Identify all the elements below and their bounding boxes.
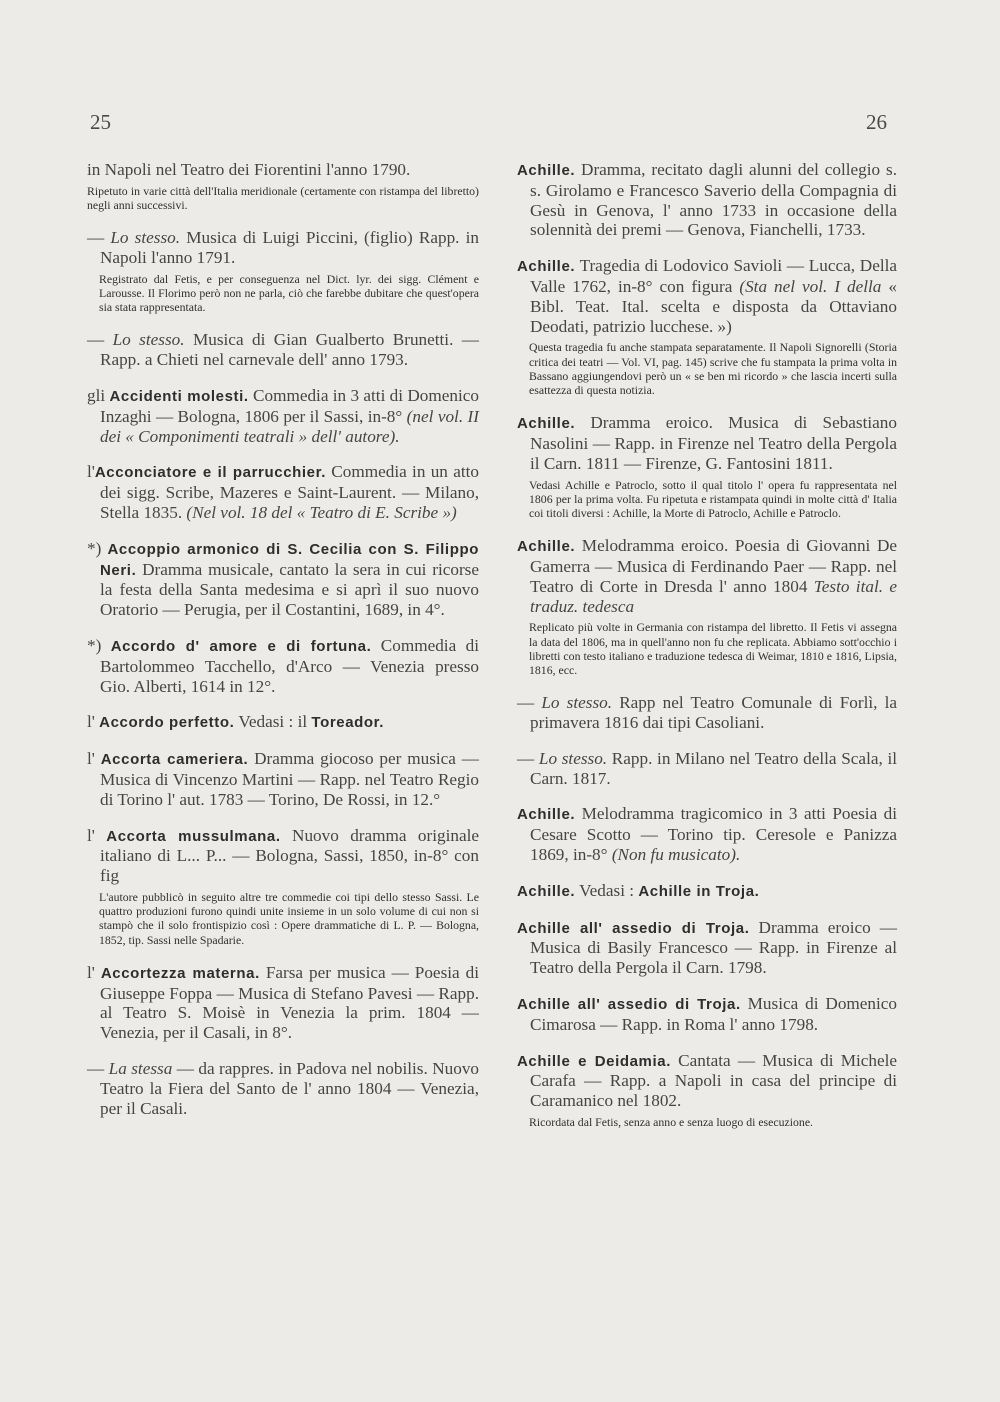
catalog-entry bbox=[87, 1059, 479, 1118]
entry-article: *) bbox=[87, 635, 111, 655]
entry-body: Tragedia di Lodovico Savioli — Lucca, Della Valle 1762, in-8° con figura bbox=[530, 256, 897, 296]
entry-heading: Accordo d' amore e di fortuna. bbox=[110, 637, 372, 655]
entry-text bbox=[87, 228, 479, 268]
entry-text bbox=[87, 749, 479, 809]
entry-note: Ripetuto in varie città dell'Italia meridionale (certamente con ristampa del libretto) negli anni successivi. bbox=[87, 183, 479, 212]
entry-text bbox=[87, 712, 479, 733]
entry-note: Registrato dal Fetis, e per conseguenza nel Dict. lyr. dei sigg. Clément e Larousse. Il Florimo però non ne parla, ciò che farebbe dubitare che quest'opera sia stata rappresentata. bbox=[99, 271, 479, 315]
entry-heading: Achille. bbox=[517, 162, 576, 179]
catalog-entry bbox=[87, 963, 479, 1043]
entry-title: Lo stesso. bbox=[112, 330, 185, 350]
catalog-entry bbox=[87, 826, 479, 947]
entry-heading: Accoppio armonico di S. Cecilia con S. Filippo Neri. bbox=[100, 540, 479, 579]
entry-body: Vedasi : il bbox=[234, 712, 312, 732]
entry-body: Dramma, recitato dagli alunni del collegio s. s. Girolamo e Francesco Saverio della Compagnia di Gesù in Genova, l' anno 1733 in occasione della solennità dei premi — Genova, Fianchelli, 1733. bbox=[530, 160, 897, 240]
entry-text bbox=[87, 330, 479, 370]
entry-body-italic: (Non fu musicato). bbox=[607, 844, 741, 864]
entry-text bbox=[87, 386, 479, 446]
catalog-entry bbox=[517, 413, 897, 520]
entry-heading: Achille. bbox=[517, 806, 576, 824]
entry-text bbox=[87, 1059, 479, 1118]
dash-prefix: — bbox=[87, 330, 113, 350]
entry-body: Commedia in 3 atti di Domenico Inzaghi — Bologna, 1806 per il Sassi, in-8° bbox=[100, 386, 479, 426]
catalog-entry bbox=[517, 256, 897, 397]
catalog-entry bbox=[87, 462, 479, 522]
catalog-entry bbox=[517, 918, 897, 978]
entry-body: Musica di Gian Gualberto Brunetti. — Rapp. a Chieti nel carnevale dell' anno 1793. bbox=[100, 330, 479, 370]
entry-text bbox=[517, 536, 897, 616]
entry-heading: Accortezza materna. bbox=[100, 964, 260, 982]
entry-text bbox=[517, 918, 897, 978]
entry-body: Dramma musicale, cantato la sera in cui ricorse la festa della Santa medesima e si aprì il suo nuovo Oratorio — Perugia, per il Costantini, 1689, in 4°. bbox=[100, 559, 479, 620]
entry-body: Nuovo dramma originale italiano di L... P... — Bologna, Sassi, 1850, in-8° con fig bbox=[100, 825, 479, 886]
entry-text bbox=[87, 160, 479, 180]
entry-body: Commedia di Bartolommeo Tacchello, d'Arco — Venezia presso Gio. Alberti, 1614 in 12°. bbox=[100, 635, 479, 696]
catalog-entry bbox=[87, 228, 479, 314]
entry-text bbox=[87, 826, 479, 886]
entry-text bbox=[517, 994, 897, 1035]
catalog-entry bbox=[87, 636, 479, 696]
right-column bbox=[517, 160, 897, 1145]
entry-article: l' bbox=[87, 712, 100, 732]
entry-body-italic: (nel vol. II dei « Componimenti teatrali » dell' autore). bbox=[100, 406, 479, 446]
entry-body: Rapp nel Teatro Comunale di Forlì, la primavera 1816 dai tipi Casoliani. bbox=[530, 693, 897, 732]
catalog-entry bbox=[87, 330, 479, 370]
entry-title: La stessa bbox=[108, 1058, 173, 1078]
dash-prefix: — bbox=[87, 1058, 109, 1078]
entry-body: Melodramma tragicomico in 3 atti Poesia di Cesare Scotto — Torino tip. Ceresole e Panizza 1869, in-8° bbox=[530, 804, 897, 864]
dash-prefix: — bbox=[517, 693, 542, 713]
entry-text bbox=[87, 539, 479, 620]
catalog-entry bbox=[517, 536, 897, 677]
entry-title: Lo stesso. bbox=[110, 228, 181, 248]
catalog-entry bbox=[517, 881, 897, 902]
entry-cross-ref: Achille in Troja. bbox=[638, 882, 760, 900]
entry-body: in Napoli nel Teatro dei Fiorentini l'anno 1790. bbox=[87, 160, 411, 179]
entry-body: Musica di Luigi Piccini, (figlio) Rapp. in Napoli l'anno 1791. bbox=[100, 228, 480, 267]
page-number-left: 25 bbox=[90, 110, 111, 134]
catalog-entry bbox=[87, 539, 479, 620]
entry-text bbox=[517, 881, 897, 902]
entry-heading: Achille. bbox=[517, 415, 576, 433]
entry-text bbox=[517, 160, 897, 240]
entry-body: Dramma eroico. Musica di Sebastiano Nasolini — Rapp. in Firenze nel Teatro della Pergola il Carn. 1811 — Firenze, G. Fantosini 1811. bbox=[530, 413, 897, 473]
entry-article: l' bbox=[87, 749, 101, 769]
entry-title: Lo stesso. bbox=[538, 748, 608, 768]
entry-text bbox=[87, 636, 479, 696]
entry-title: Lo stesso. bbox=[541, 693, 613, 713]
catalog-entry bbox=[517, 749, 897, 789]
entry-text bbox=[517, 804, 897, 864]
entry-body-italic: (Nel vol. 18 del « Teatro di E. Scribe ») bbox=[182, 502, 457, 522]
entry-body: Cantata — Musica di Michele Carafa — Rapp. a Napoli in casa del principe di Caramanico nel 1802. bbox=[530, 1050, 898, 1111]
entry-article: gli bbox=[87, 386, 110, 405]
entry-text bbox=[517, 256, 897, 336]
entry-body: Melodramma eroico. Poesia di Giovanni De Gamerra — Musica di Ferdinando Paer — Rapp. nel Teatro di Corte in Dresda l' anno 1804 bbox=[530, 536, 897, 596]
dash-prefix: — bbox=[87, 228, 111, 248]
entry-text bbox=[517, 749, 897, 789]
entry-text bbox=[87, 462, 479, 522]
catalog-entry bbox=[517, 994, 897, 1035]
entry-article: l' bbox=[87, 825, 107, 845]
catalog-entry bbox=[517, 1051, 897, 1130]
entry-cross-ref: Toreador. bbox=[311, 714, 385, 732]
entry-text bbox=[517, 1051, 897, 1111]
entry-text bbox=[87, 963, 479, 1043]
entry-heading: Accordo perfetto. bbox=[99, 714, 235, 732]
entry-note: Replicato più volte in Germania con ristampa del libretto. Il Fetis vi assegna la data del 1806, ma in quell'anno non fu che replicata. Abbiamo sott'occhio i libretti con testo italiano e traduzione tedesca di Weimar, 1810 e 1816, Lipsia, 1816, ecc. bbox=[529, 620, 897, 677]
catalog-entry bbox=[87, 749, 479, 809]
entry-heading: Accidenti molesti. bbox=[109, 388, 249, 405]
catalog-entry bbox=[87, 386, 479, 446]
entry-note: Vedasi Achille e Patroclo, sotto il qual titolo l' opera fu rappresentata nel 1806 per la prima volta. Fu ripetuta e ristampata quindi in molte città d' Italia coi titoli diversi : Achille, la Morte di Patroclo, Achille e Patroclo. bbox=[529, 477, 897, 520]
entry-body: Commedia in un atto dei sigg. Scribe, Mazeres e Saint-Laurent. — Milano, Stella 1835. bbox=[100, 462, 479, 522]
entry-body: Dramma eroico — Musica di Basily Francesco — Rapp. in Firenze al Teatro della Pergola il Carn. 1798. bbox=[530, 917, 897, 978]
dash-prefix: — bbox=[517, 748, 539, 768]
entry-article: *) bbox=[87, 538, 108, 558]
catalog-entry bbox=[517, 160, 897, 240]
page-number-right: 26 bbox=[866, 110, 887, 134]
entry-heading: Accorta mussulmana. bbox=[106, 827, 281, 845]
entry-note: L'autore pubblicò in seguito altre tre commedie coi tipi dello stesso Sassi. Le quattro produzioni furono quindi unite insieme in un solo volume di cui non si stampò che il solo frontispizio così : Opere drammatiche di L. P. — Bologna, 1852, tip. Sassi nelle Spadarie. bbox=[99, 889, 479, 947]
entry-body-italic: Testo ital. e traduz. tedesca bbox=[530, 576, 898, 616]
entry-body-italic: (Sta nel vol. I della bbox=[732, 276, 882, 296]
entry-heading: Achille all' assedio di Troja. bbox=[517, 919, 750, 937]
entry-heading: Acconciatore e il parrucchier. bbox=[94, 464, 326, 482]
entry-body: Dramma giocoso per musica — Musica di Vincenzo Martini — Rapp. nel Teatro Regio di Torino l' aut. 1783 — Torino, De Rossi, in 12.° bbox=[100, 749, 479, 809]
entry-body: — da rappres. in Padova nel nobilis. Nuovo Teatro la Fiera del Santo de l' anno 1804 — Venezia, per il Casali. bbox=[100, 1058, 480, 1118]
catalog-entry bbox=[517, 804, 897, 864]
entry-body: Musica di Domenico Cimarosa — Rapp. in Roma l' anno 1798. bbox=[530, 993, 898, 1034]
catalog-entry bbox=[517, 693, 897, 733]
entry-body: Rapp. in Milano nel Teatro della Scala, il Carn. 1817. bbox=[530, 748, 898, 788]
entry-heading: Achille. bbox=[517, 538, 576, 556]
entry-article: l' bbox=[87, 462, 95, 482]
catalog-entry bbox=[87, 160, 479, 212]
entry-heading: Achille. bbox=[517, 258, 576, 276]
entry-body-tail: « Bibl. Teat. Ital. scelta e disposta da Ottaviano Deodati, patrizio lucchese. ») bbox=[530, 276, 897, 336]
entry-heading: Achille e Deidamia. bbox=[517, 1052, 671, 1070]
entry-article: l' bbox=[87, 962, 101, 982]
entry-body: Vedasi : bbox=[575, 880, 639, 900]
entry-text bbox=[517, 693, 897, 733]
catalog-entry bbox=[87, 712, 479, 733]
entry-heading: Achille all' assedio di Troja. bbox=[517, 995, 741, 1013]
entry-heading: Accorta cameriera. bbox=[100, 751, 249, 769]
left-column bbox=[87, 160, 479, 1134]
entry-text bbox=[517, 413, 897, 473]
entry-body: Farsa per musica — Poesia di Giuseppe Foppa — Musica di Stefano Pavesi — Rapp. al Teatro S. Moisè in Venezia la prim. 1804 — Venezia, per il Casali, in 8°. bbox=[100, 962, 480, 1043]
entry-note: Ricordata dal Fetis, senza anno e senza luogo di esecuzione. bbox=[529, 1114, 814, 1129]
entry-heading: Achille. bbox=[517, 882, 576, 900]
entry-note: Questa tragedia fu anche stampata separatamente. Il Napoli Signorelli (Storia critica dei teatri — Vol. VI, pag. 145) scrive che fu stampata la prima volta in Bassano aggiungendovi però un « se ben mi ricordo » che lascia incerti sulla esattezza di questa notizia. bbox=[529, 340, 897, 397]
